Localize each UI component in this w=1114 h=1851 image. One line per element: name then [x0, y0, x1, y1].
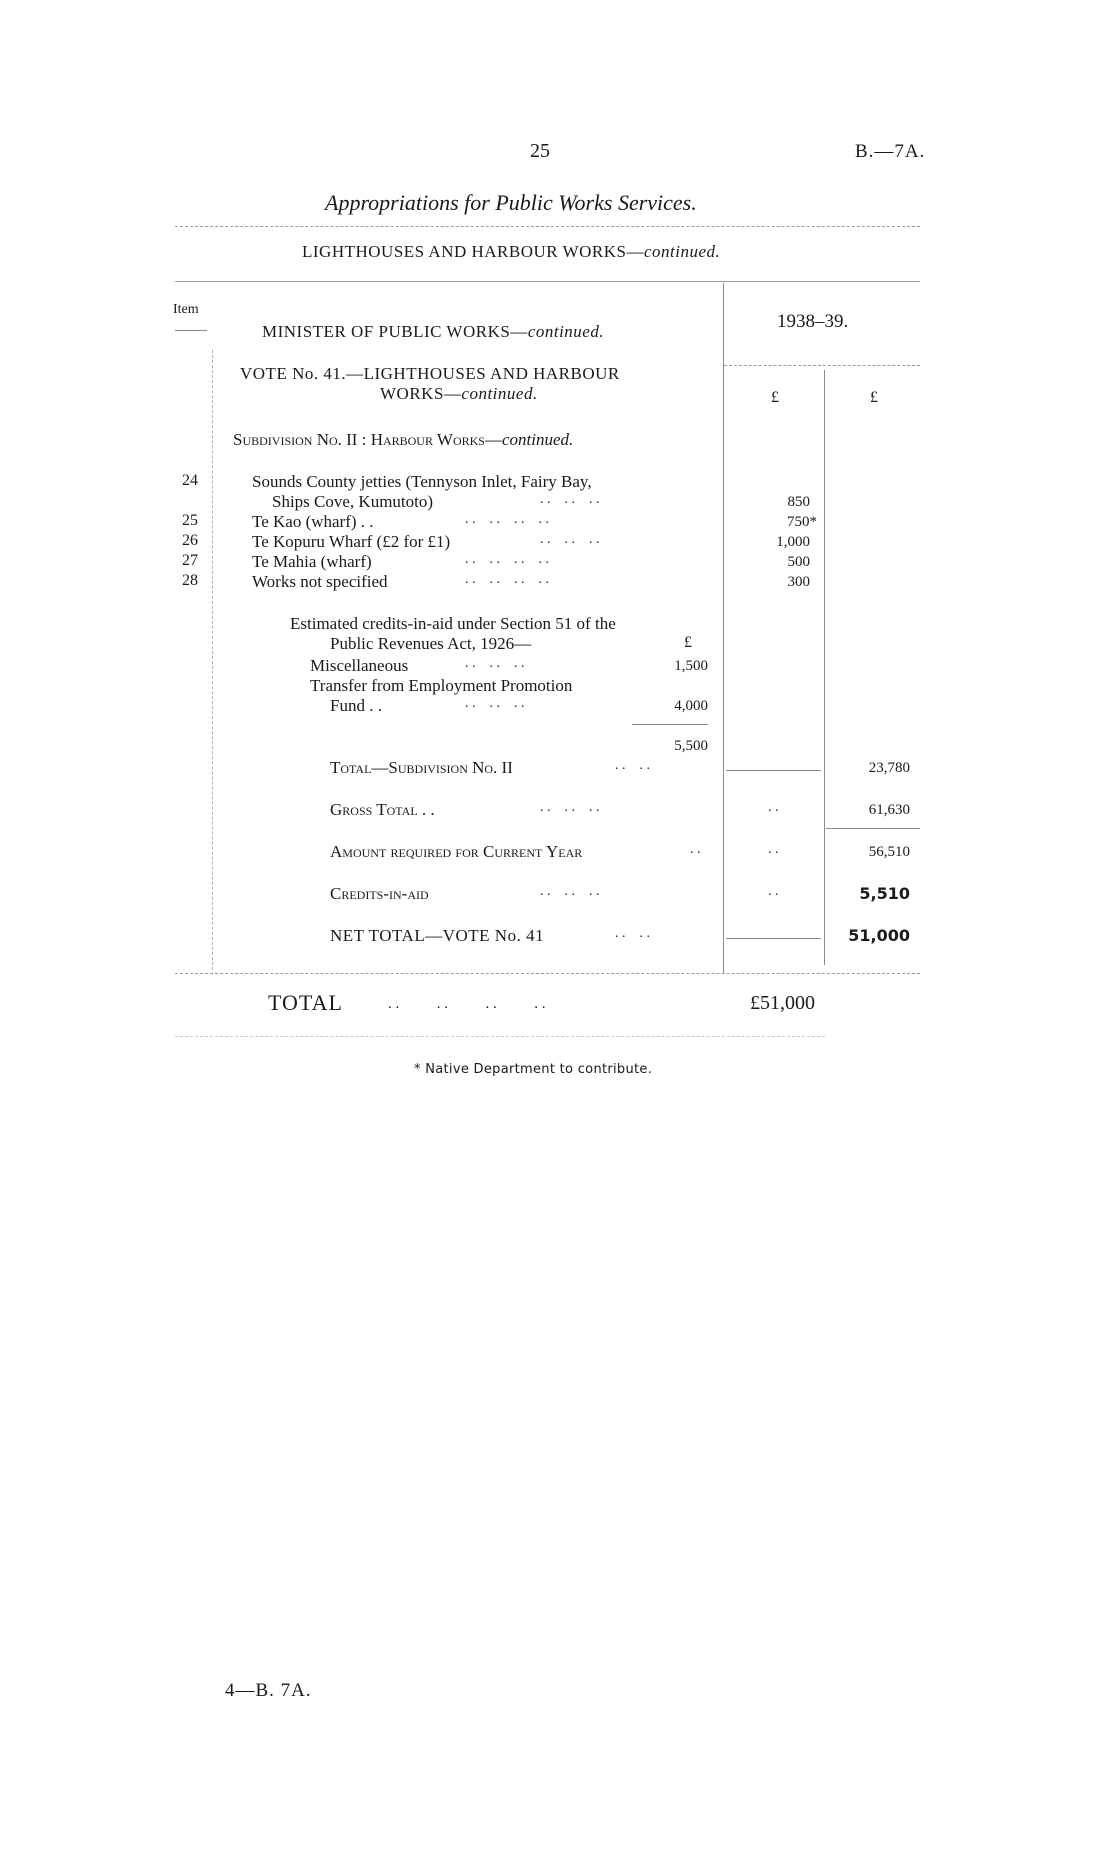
- credits-in-aid-mid-dots: . .: [768, 884, 779, 899]
- subdivision-heading-continued: continued.: [501, 430, 574, 449]
- minister-heading-main: MINISTER OF PUBLIC WORKS—: [262, 322, 528, 341]
- item-leader-dots: . . . . . . . .: [465, 512, 549, 527]
- credits-in-aid-amount: 5,510: [859, 884, 910, 903]
- vote-heading-line2: [380, 384, 538, 404]
- subdivision-heading: [233, 430, 573, 450]
- amount-required-dots: . .: [690, 842, 701, 857]
- item-number: 24: [182, 472, 198, 489]
- footer-code: 4—B. 7A.: [225, 1680, 312, 1701]
- table-bottom-rule: [175, 973, 920, 974]
- table-top-rule: [175, 281, 920, 282]
- item-amount: 1,000: [776, 534, 810, 550]
- item-number: 26: [182, 532, 198, 549]
- column-divider-amounts: [824, 370, 825, 965]
- credits-subtotal-rule: [632, 724, 708, 725]
- total-subdivision-rule: [726, 770, 821, 771]
- item-description: Te Kao (wharf) . .: [252, 512, 374, 531]
- page-title: Appropriations for Public Works Services.: [325, 190, 697, 215]
- item-leader-dots: . . . . . . . .: [465, 552, 549, 567]
- net-total-rule: [726, 938, 821, 939]
- year-column-header: 1938–39.: [777, 311, 849, 332]
- credits-misc-amount: 1,500: [674, 658, 708, 674]
- item-column-header: Item: [173, 302, 199, 317]
- credits-misc-dots: . . . . . .: [465, 656, 525, 671]
- gross-total-mid-dots: . .: [768, 800, 779, 815]
- page-number: 25: [530, 140, 550, 162]
- credits-misc-label: Miscellaneous: [310, 656, 409, 675]
- credits-transfer-line2: Fund . .: [330, 696, 382, 715]
- gross-total-amount: 61,630: [868, 802, 910, 818]
- credits-transfer-line1: Transfer from Employment Promotion: [310, 676, 573, 695]
- section-heading-main: LIGHTHOUSES AND HARBOUR WORKS—: [302, 242, 644, 261]
- amount-required-amount: 56,510: [868, 844, 910, 860]
- item-leader-dots: . . . . . .: [540, 532, 600, 547]
- section-heading: [302, 242, 720, 262]
- net-total-label: NET TOTAL—VOTE No. 41: [330, 926, 545, 945]
- credits-intro-line2: Public Revenues Act, 1926—: [330, 634, 532, 653]
- item-description-continuation: Ships Cove, Kumutoto): [272, 492, 434, 511]
- gross-total-label: Gross Total . .: [330, 800, 435, 819]
- minister-heading-continued: continued.: [527, 322, 605, 341]
- credits-in-aid-dots: . . . . . .: [540, 884, 600, 899]
- item-number: 27: [182, 552, 198, 569]
- gross-total-dots: . . . . . .: [540, 800, 600, 815]
- item-amount: 750*: [787, 514, 817, 530]
- total-subdivision-amount: 23,780: [868, 760, 910, 776]
- credits-subtotal: 5,500: [674, 738, 708, 754]
- credits-in-aid-label: Credits-in-aid: [330, 884, 429, 903]
- credits-intro-line1: Estimated credits-in-aid under Section 51 of the: [290, 614, 616, 633]
- vote-heading-line2-continued: continued.: [461, 384, 538, 403]
- year-rule: [724, 365, 920, 366]
- section-heading-continued: continued.: [643, 242, 721, 261]
- title-rule: [175, 226, 920, 227]
- amount-required-label: Amount required for Current Year: [330, 842, 583, 861]
- credits-transfer-dots: . . . . . .: [465, 696, 525, 711]
- item-number: 25: [182, 512, 198, 529]
- grand-total-amount: £51,000: [750, 992, 815, 1014]
- item-amount: 500: [787, 554, 810, 570]
- item-leader-dots: . . . . . . . .: [465, 572, 549, 587]
- minister-heading: [262, 322, 604, 342]
- vote-heading-line1: VOTE No. 41.—LIGHTHOUSES AND HARBOUR: [240, 364, 620, 383]
- item-amount: 850: [787, 494, 810, 510]
- total-subdivision-label: Total—Subdivision No. II: [330, 758, 513, 777]
- footnote: * Native Department to contribute.: [414, 1062, 653, 1077]
- grand-total-dots: . . . . . . . .: [388, 996, 546, 1012]
- currency-header-left: £: [771, 389, 779, 406]
- credits-currency-symbol: £: [684, 634, 692, 651]
- column-divider-description: [723, 283, 724, 973]
- total-subdivision-dots: . . . .: [615, 758, 650, 773]
- net-total-amount: 51,000: [848, 926, 910, 945]
- item-leader-dots: . . . . . .: [540, 492, 600, 507]
- credits-transfer-amount: 4,000: [674, 698, 708, 714]
- document-code: B.—7A.: [855, 141, 926, 162]
- item-description: Te Kopuru Wharf (£2 for £1): [252, 532, 451, 551]
- grand-total-label: TOTAL: [268, 990, 343, 1015]
- grand-total-rule: [175, 1036, 825, 1037]
- amount-required-mid-dots: . .: [768, 842, 779, 857]
- item-description: Te Mahia (wharf): [252, 552, 372, 571]
- item-amount: 300: [787, 574, 810, 590]
- net-total-dots: . . . .: [615, 926, 650, 941]
- item-number: 28: [182, 572, 198, 589]
- currency-header-right: £: [870, 389, 878, 406]
- item-header-underline: [175, 330, 207, 331]
- item-description: Sounds County jetties (Tennyson Inlet, Fairy Bay,: [252, 472, 592, 491]
- gross-total-rule: [826, 828, 920, 829]
- subdivision-heading-main: Subdivision No. II : Harbour Works—: [233, 430, 502, 449]
- item-description: Works not specified: [252, 572, 388, 591]
- column-divider-item: [212, 350, 213, 970]
- vote-heading-line2-main: WORKS—: [380, 384, 462, 403]
